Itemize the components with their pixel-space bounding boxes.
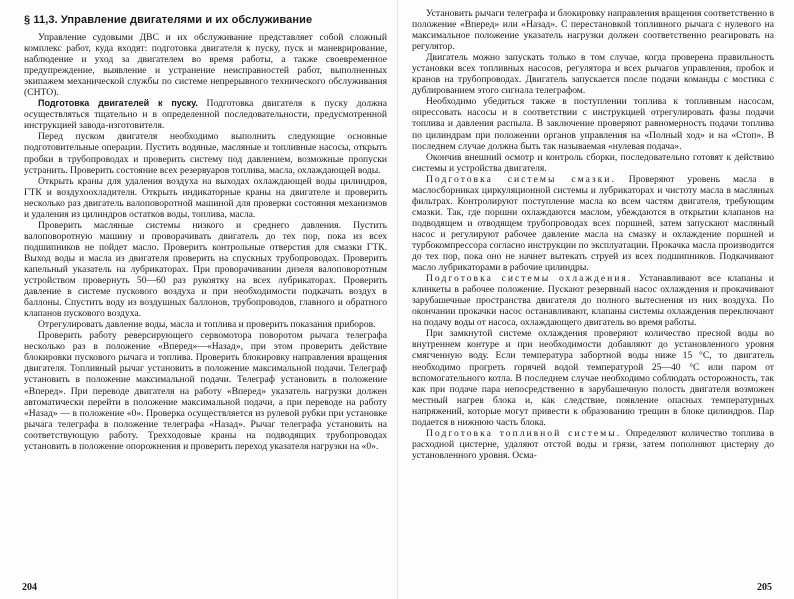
page-number: 205 bbox=[757, 582, 772, 593]
page-number: 204 bbox=[22, 582, 37, 593]
paragraph-text: Определяют количество топлива в расходной цистерне, удаляют отстой воды и грязи, затем пополняют цистерну до установленного уровня. Осма- bbox=[412, 427, 774, 461]
paragraph: Необходимо убедиться также в поступлении топлива к топливным насосам, опрессовать насосы и в соответствии с инструкцией отрегулировать фазы подачи топлива и давления распыла. В заключение проверяют равномерность подачи топлива по цилиндрам при положении органов управления на «Полный ход» и на «Стоп». В последнем случае должна быть так называемая «нулевая подача». bbox=[412, 96, 774, 152]
paragraph bbox=[412, 428, 774, 461]
paragraph-text: Подготовка двигателя к пуску должна осуществляться тщательно и в определенной последовательности, предусмотренной инструкцией завода-изготовителя. bbox=[24, 98, 388, 132]
paragraph-lead: Подготовка системы смазки. bbox=[426, 173, 616, 185]
paragraph: Установить рычаги телеграфа и блокировку направления вращения соответственно в положение «Вперед» или «Назад». С перестановкой топливного рычага с нулевого на максимальное положение указатель нагрузки должен соответственно реагировать на регулятор. bbox=[412, 8, 775, 53]
paragraph-lead: Подготовка топливной системы. bbox=[426, 427, 622, 439]
paragraph bbox=[412, 174, 774, 273]
paragraph: Двигатель можно запускать только в том случае, когда проверена правильность установки всех топливных насосов, регулятора и всех рычагов управления, пробок и кранов на трубопроводах. Двигатель запускается после подачи команды с мостика с дублированием этого сигнала телеграфом. bbox=[412, 52, 774, 97]
paragraph: Перед пуском двигателя необходимо выполнить следующие основные подготовительные операции. Пустить водяные, масляные и топливные насосы, открыть пробки в трубопроводах и проверить систему под давлением, возможные пропуски устранить. Проверить состояние всех резервуаров топлива, масла, охлаждающей воды. bbox=[24, 131, 387, 176]
paragraph-lead: Подготовка двигателей к пуску. bbox=[38, 98, 198, 109]
paragraph: Управление судовыми ДВС и их обслуживание представляет собой сложный комплекс работ, куда входят: подготовка двигателя к пуску, пуск и маневрирование, наблюдение и уход за двигателем во время работы, а также своевременное предупреждение, выявление и устранение неисправностей работ, выполненных экипажем механической службы по системе непрерывного технического обслуживания (СНТО). bbox=[24, 32, 387, 99]
paragraph bbox=[24, 98, 387, 131]
paragraph: Проверить работу реверсирующего сервомотора поворотом рычага телеграфа несколько раз в положение «Вперед»—«Назад», при этом проверить действие блокировки пускового рычага и топлива. Проверить блокировку направления вращения двигателя. Топливный рычаг установить в положение максимальной подачи. Телеграф установить в положение максимальной подачи. Телеграф установить в положение «Вперед». При переводе двигателя на работу «Вперед» указатель нагрузки должен автоматически перейти в положение максимальной подачи, а при переводе на работу «Назад» — в положение «0». Проверка осуществляется из рулевой рубки при установке рычага телеграфа в положение телеграфа «Назад». Рычаг телеграфа установить на соответствующую работу. Трехходовые краны на подводящих трубопроводах установить в положение опорожнения и проверить переход указателя нагрузки на «0». bbox=[24, 330, 387, 452]
paragraph bbox=[412, 273, 774, 328]
paragraph: Открыть краны для удаления воздуха на выходах охлаждающей воды цилиндров, ГТК и воздухоохладителя. Открыть индикаторные краны на двигателе и проверить несколько раз двигатель валоповоротной машиной для проверки состояния механизмов и удаления из цилиндров остатков воды, топлива, масла. bbox=[24, 175, 387, 220]
paragraph-text: Устанавливают все клапаны и клинкеты в рабочее положение. Пускают резервный насос охлаждения и прокачивают зарубашечные пространства двигателя до полного вытеснения из них воздуха. По окончании прокачки насос останавливают, клапаны системы охлаждения переключают на подачу воды от насоса, охлаждающего двигатель во время работы. bbox=[412, 273, 775, 329]
paragraph-text: Проверяют уровень масла в маслосборниках циркуляционной системы и лубрикаторах и чистоту масла в масляных фильтрах. Контролируют поступление масла ко всем частям двигателя, требующим смазки. Так, где поршни охлаждаются маслом, убеждаются в открытии клапанов на подводящем и отводящем трубопроводах всех поршней, затем запускают масляный насос и регулируют рабочее давление масла на смазку и охлаждение поршней и турбокомпрессора согласно инструкции по эксплуатации. Прокачка масла производится до тех пор, пока оно не начнет вытекать струей из всех подшипников. Подкачивают масло лубрикаторами в рабочие цилиндры. bbox=[412, 173, 774, 274]
section-title: § 11,3. Управление двигателями и их обслуживание bbox=[24, 14, 313, 26]
paragraph: Проверить масляные системы низкого и среднего давления. Пустить валоповоротную машину и проворачивать двигатель до тех пор, пока из всех подшипников не пойдет масло. Проверить контрольные отверстия для смазки ГТК. Выход воды и масла из двигателя проверить на спускных трубопроводах. Проверить капельный указатель на лубрикаторах. При проворачивании дизеля валоповоротным устройством провернуть 50—60 раз рукоятку на всех лубрикаторах. Проверить давление в системе пускового воздуха и при необходимости подкачать воздух в баллоны. Спустить воду из воздушных баллонов, трубопроводов, главного и обратного клапанов пускового воздуха. bbox=[24, 219, 387, 320]
paragraph: При замкнутой системе охлаждения проверяют количество пресной воды во внутреннем контуре и при необходимости добавляют до установленного уровня смягченную воду. Если температура забортной воды ниже 15 °С, то двигатель необходимо прогреть горячей водой температурой 25—40 °С или паром от вспомогательного котла. В последнем случае необходимо соблюдать осторожность, так как при подаче пара непосредственно в зарубашечную полость двигателя возможен местный нагрев блока и, как следствие, появление опасных температурных напряжений, которые могут привести к образованию трещин в блоке цилиндров. Пар подается в нижнюю часть блока. bbox=[412, 328, 774, 428]
right-page bbox=[397, 0, 794, 599]
paragraph: Окончив внешний осмотр и контроль сборки, последовательно готовят к действию системы и устройства двигателя. bbox=[412, 151, 774, 174]
paragraph: Отрегулировать давление воды, масла и топлива и проверить показания приборов. bbox=[38, 319, 376, 331]
paragraph-lead: Подготовка системы охлаждения. bbox=[426, 273, 633, 285]
